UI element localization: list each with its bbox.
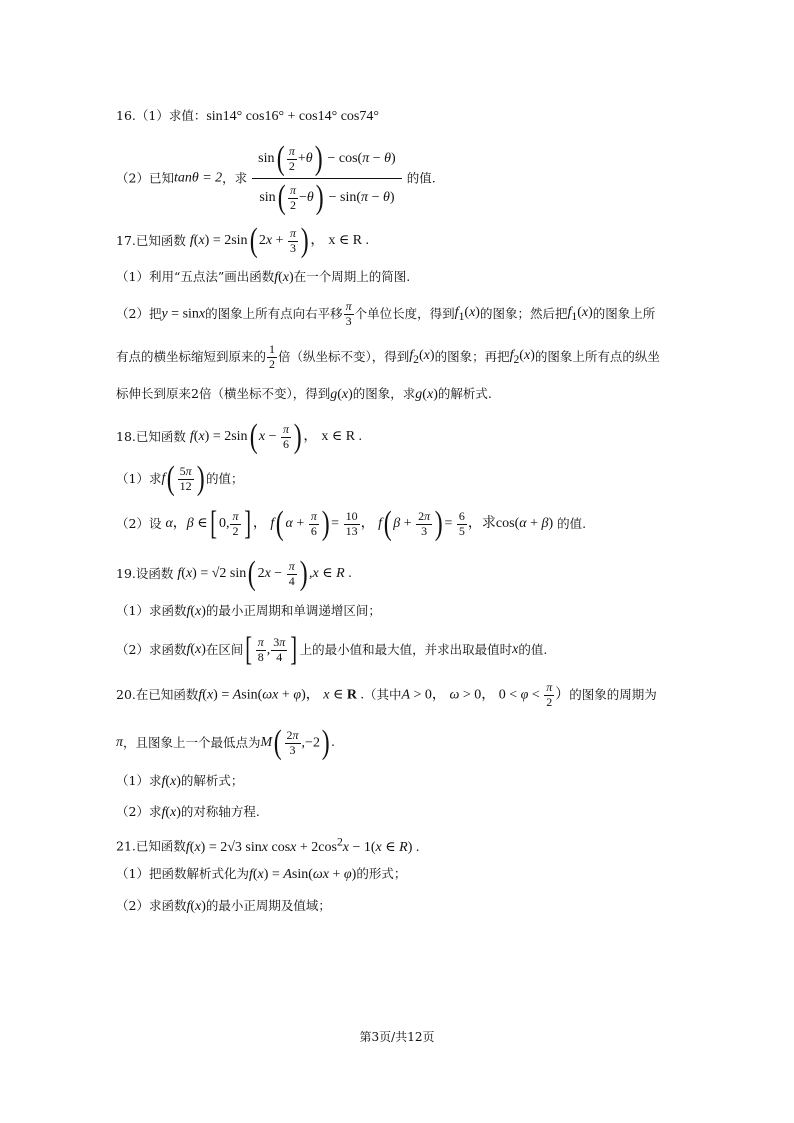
q16-part1 [116, 110, 379, 124]
q21-part1: （1）把函数解析式化为f(x) = Asin(ωx + φ)的形式； [116, 866, 407, 882]
q20-part2-end: 的对称轴方程. [180, 804, 260, 819]
q17-p2-i: 的图象上所有点的纵坐 [534, 349, 660, 365]
q17-stem-label: 17.已知函数 [116, 232, 186, 248]
q17-p2-g: 倍（纵坐标不变），得到 [278, 349, 410, 365]
q19-stem [116, 557, 352, 591]
q17-p2-e: 的图象上所 [592, 306, 656, 322]
q21-function: f(x) = 2√3 sinx $\cos x + 2\cos^2x - 1(x$ ∈ R) . [185, 835, 420, 855]
q17-part1-text: （1）利用“五点法”画出函数 [116, 269, 275, 284]
q19-part1-text: （1）求函数 [116, 603, 187, 618]
q16-part2 [116, 140, 436, 217]
q20-part1-end: 的解析式； [180, 773, 244, 788]
q21-part1-text: （1）把函数解析式化为 [116, 866, 249, 881]
q17-domain: x ∈ R . [328, 233, 370, 248]
q17-p2-h: 的图象；再把 [434, 349, 510, 365]
q17-part2-line1: （2）把y = sinx的图象上所有点向右平移 $\frac{\pi}{3}$ 个单位长度，得到$f_1(x)$的图象；然后把$f_1(x)$的图象上所 [116, 299, 656, 328]
q18-stem-label: 18.已知函数 [116, 428, 186, 444]
q17-p2-f: 有点的横坐标缩短到原来的 [116, 349, 267, 365]
q19-part1-end: 的最小正周期和单调递增区间； [205, 603, 381, 618]
q17-p2-d: 的图象；然后把 [479, 306, 568, 322]
q21-part2-text: （2）求函数 [116, 898, 187, 913]
q18-domain: x ∈ R . [321, 429, 363, 444]
q17-part1-end: 在一个周期上的简图. [293, 269, 411, 284]
q18-part2-end: 的值. [557, 515, 587, 531]
q20-line2: π，且图象上一个最低点为M( $\frac{2\pi}{3}$ ,−2) . [116, 724, 335, 761]
q16-part1-expression: sin14° cos16° + cos14° cos74° [206, 109, 379, 124]
q20-stem-end: 的图象的周期为 [569, 687, 657, 703]
q19-stem-label: 19.设函数 [116, 565, 174, 581]
q20-stem: 20.在已知函数f(x) = Asin(ωx + φ)， x ∈ R .（其中A > 0， ω > 0， 0 < φ < $\frac{\pi}{2}$ ）的图象的周期为 [116, 680, 657, 709]
q18-part1: （1）求f( $\frac{5\pi}{12}$ ) 的值； [116, 460, 244, 497]
q18-part2 [116, 507, 586, 541]
q18-part1-text: （1）求 [116, 470, 162, 486]
q18-stem [116, 420, 362, 454]
q17-p2-c: 个单位长度，得到 [354, 306, 455, 322]
q20-part1: （1）求f(x)的解析式； [116, 773, 244, 789]
q19-function: f(x) = √2 sin( 2x − $\frac{\pi}{4}$ ) ,x ∈ R . [177, 555, 352, 592]
q17-p2-j: 标伸长到原来2倍（横坐标不变），得到 [116, 386, 331, 401]
q17-p2-b: 的图象上所有点向右平移 [205, 306, 343, 322]
q16-part2-mid: ，求 [222, 170, 248, 186]
q20-part1-text: （1）求 [116, 773, 162, 788]
q18-function: f(x) = 2sin( x − $\frac{\pi}{6}$ ) ， [189, 418, 318, 455]
q17-p2-k: 的图象，求 [352, 386, 416, 401]
q20-part2: （2）求f(x)的对称轴方程. [116, 804, 260, 820]
q20-line2-text: ，且图象上一个最低点为 [123, 734, 261, 750]
q18-part2-text: （2）设 [116, 515, 162, 531]
q17-part2-line2: 有点的横坐标缩短到原来的 $\frac{1}{2}$ 倍（纵坐标不变），得到$f_2(x)$的图象；再把$f_2(x)$的图象上所有点的纵坐 [116, 342, 660, 371]
q19-part2-text: （2）求函数 [116, 641, 187, 657]
q19-part2-end2: 的值. [518, 641, 548, 657]
page-footer: 第3页/共12页 [359, 1030, 435, 1044]
q19-part1: （1）求函数f(x)的最小正周期和单调递增区间； [116, 603, 381, 619]
q16-part2-end: 的值. [406, 170, 436, 186]
q20-stem-label: 20.在已知函数 [116, 687, 199, 703]
q16-part1-label: 16.（1）求值： [116, 108, 207, 123]
q16-part2-condition: tanθ = 2 [173, 170, 223, 186]
q19-part2-mid: 在区间 [205, 641, 244, 657]
q16-part2-label: （2）已知 [116, 170, 174, 186]
q19-part2-end: 上的最小值和最大值，并求出取最值时 [299, 641, 513, 657]
q17-part2-line3: 标伸长到原来2倍（横坐标不变），得到g(x)的图象，求g(x)的解析式. [116, 386, 492, 402]
q20-stem-mid: （其中 [363, 687, 402, 703]
q21-stem-label: 21.已知函数 [116, 838, 186, 854]
q18-part1-end: 的值； [206, 470, 244, 486]
q17-part1: （1）利用“五点法”画出函数f(x)在一个周期上的简图. [116, 269, 411, 285]
q17-stem [116, 224, 369, 258]
q17-p2-l: 的解析式. [437, 386, 492, 401]
q17-p2-a: （2）把 [116, 306, 162, 322]
q21-part2-end: 的最小正周期及值域； [205, 898, 331, 913]
q21-part2: （2）求函数f(x)的最小正周期及值域； [116, 898, 331, 914]
q19-part2: （2）求函数f(x)在区间[ $\frac{\pi}{8}$ , $\frac{3\pi}{4}$ ] 上的最小值和最大值，并求出取最值时x的值. [116, 631, 548, 668]
q21-part1-end: 的形式； [356, 866, 407, 881]
q21-stem [116, 836, 419, 855]
q17-function: f(x) = 2sin( 2x + $\frac{\pi}{3}$ ) ， [189, 222, 325, 259]
q20-part2-text: （2）求 [116, 804, 162, 819]
q18-part2-math: α，β ∈[ 0, $\frac{\pi}{2}$ ] ， f( α + $\frac{\pi}{6}$ ) = $\frac{10}{13}$ ， f( β + $\frac{2\pi}{3}$ ) = $\frac{6}{5}$ ，求cos(α + β) [165, 505, 554, 542]
q16-main-fraction: sin( $\frac{\pi}{2}$ +θ) − cos(π − θ) sin( $\frac{\pi}{2}$ −θ) − sin(π − θ) [252, 140, 402, 217]
